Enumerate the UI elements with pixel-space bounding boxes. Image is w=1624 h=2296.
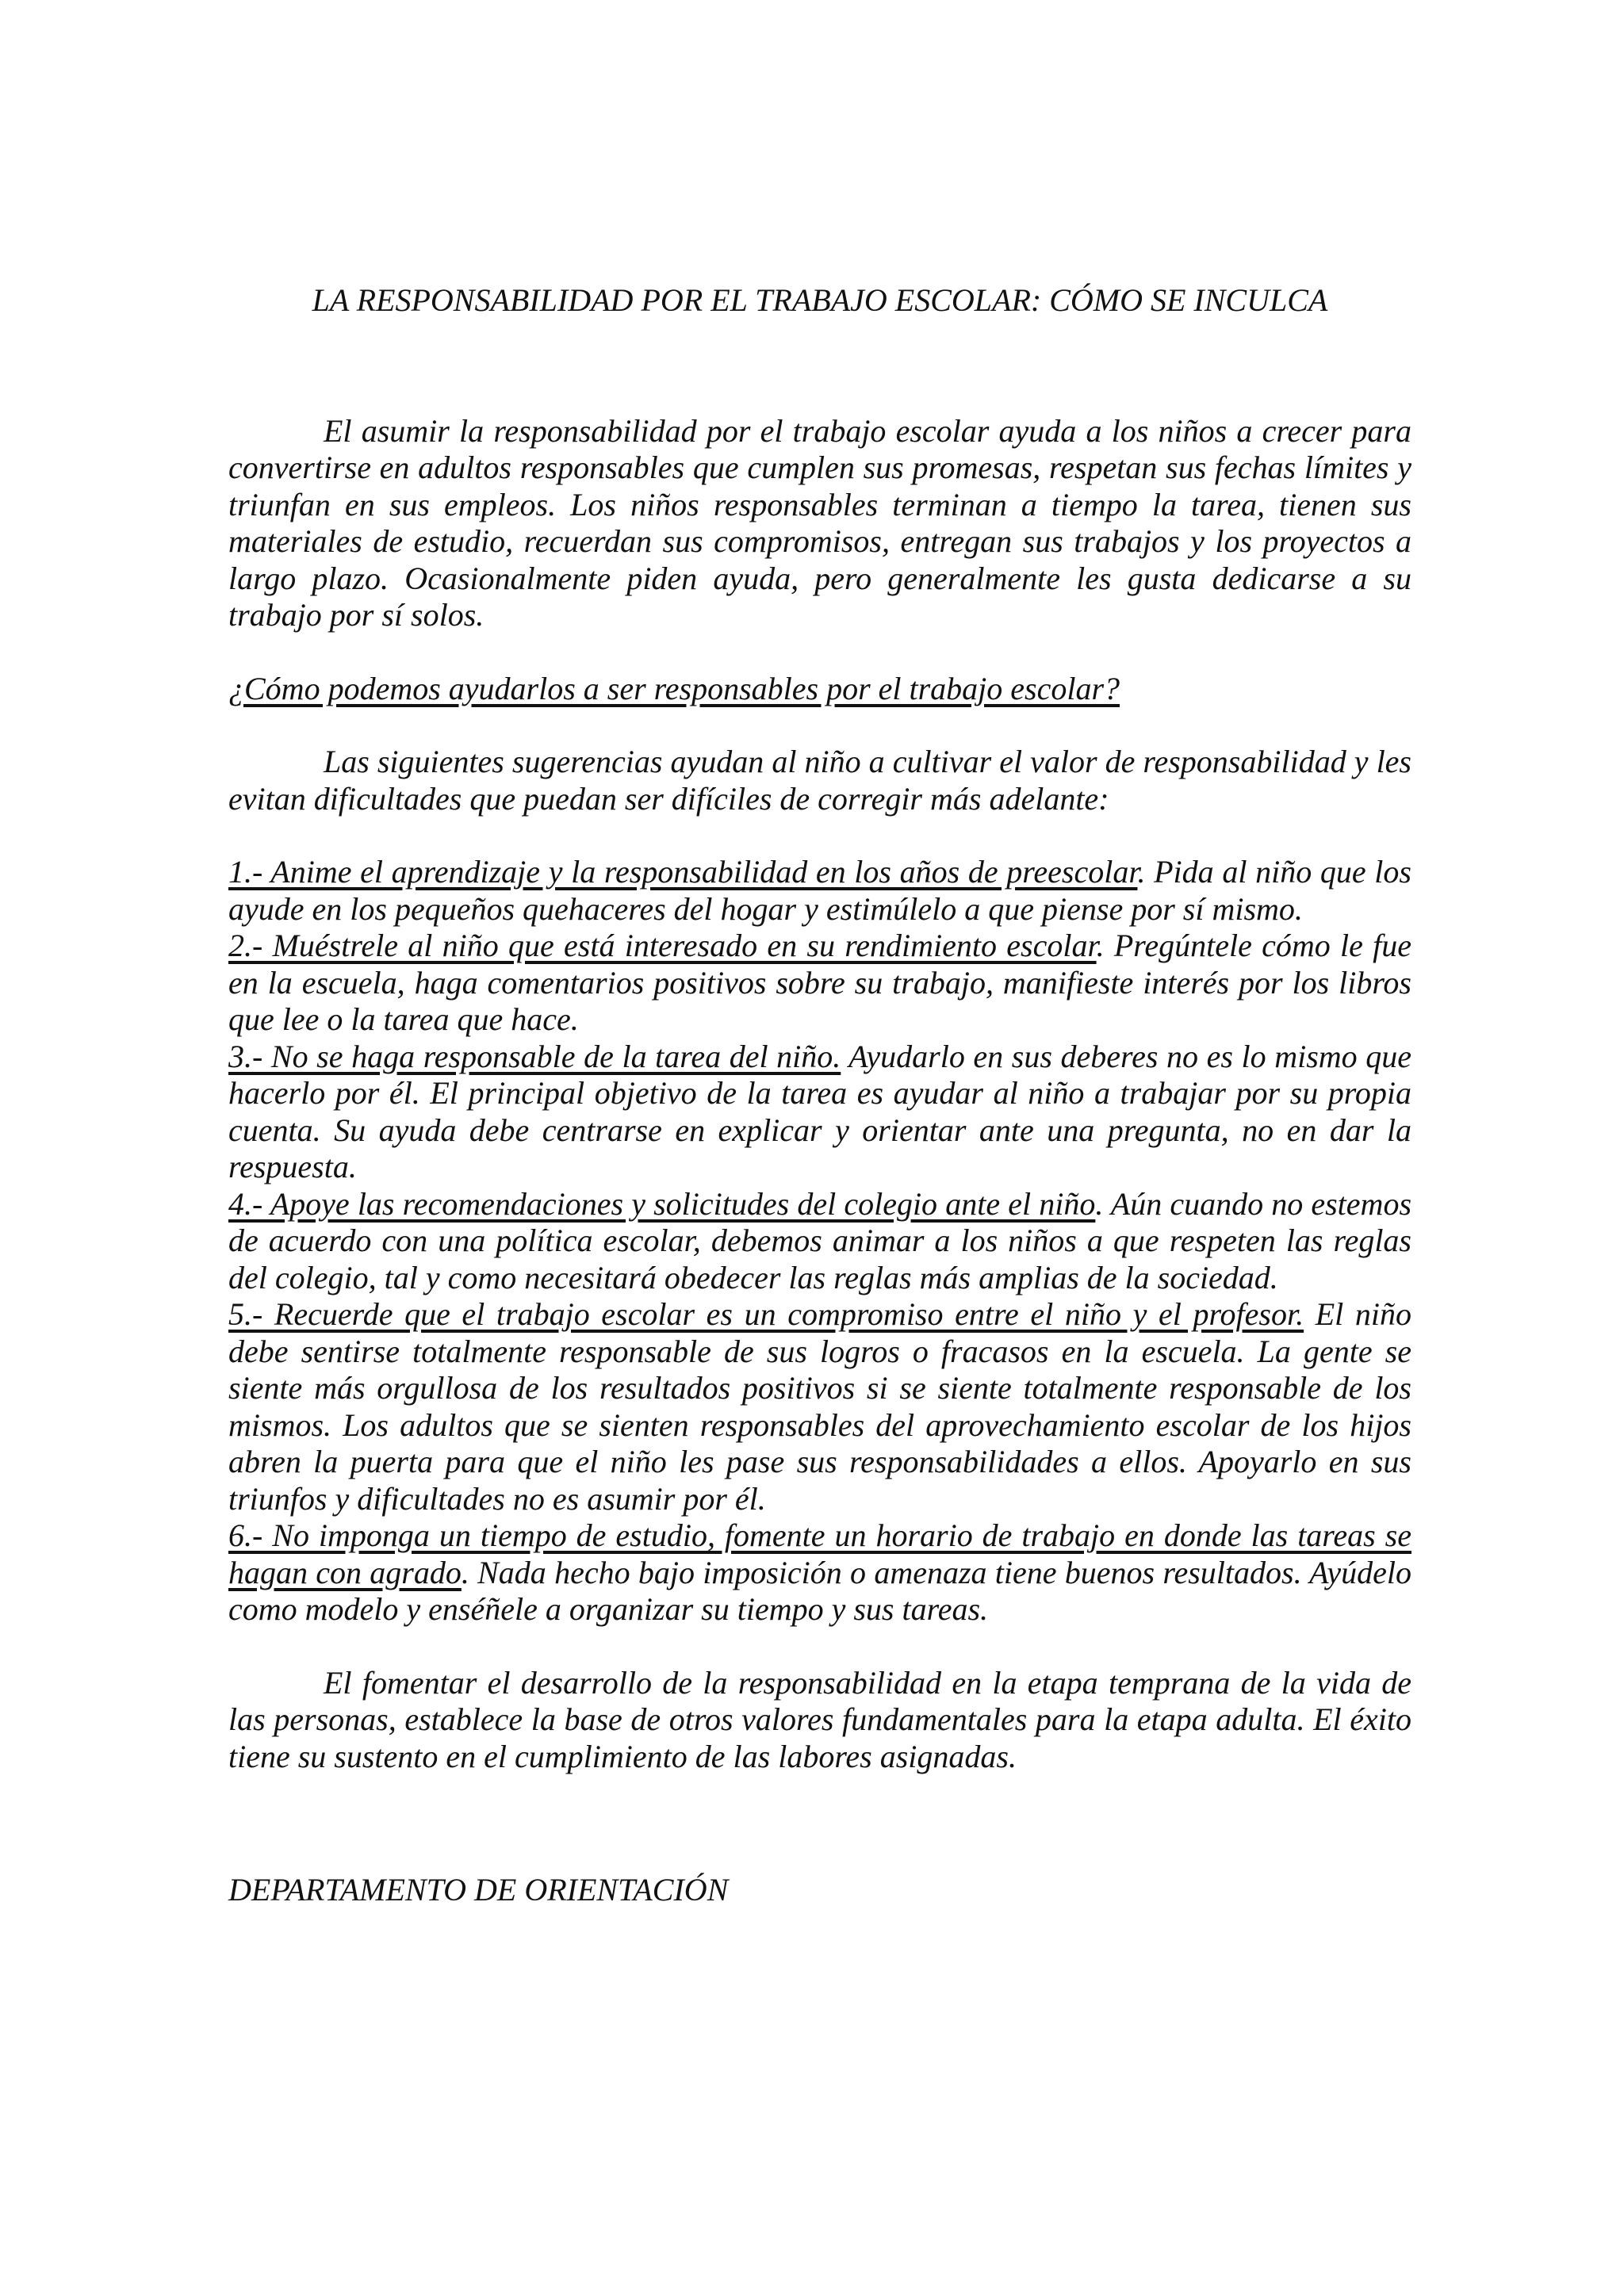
section-question: ¿Cómo podemos ayudarlos a ser responsables por el trabajo escolar? [228,670,1120,706]
suggestion-heading: 1.- Anime el aprendizaje y la responsabilidad en los años de preescolar [228,854,1138,890]
suggestion-item-5 [228,1296,1411,1517]
suggestion-heading: 2.- Muéstrele al niño que está interesado en su rendimiento escolar [228,928,1097,963]
suggestion-text: . Pregúntele cómo le fue en la escuela, haga comentarios positivos sobre su trabajo, manifieste interés por los libros que lee o la tarea que hace. [228,928,1411,1037]
suggestion-text: El niño debe sentirse totalmente responsable de sus logros o fracasos en la escuela. La gente se siente más orgullosa de los resultados positivos si se siente totalmente responsable de los mismos. Los adultos que se sienten responsables del aprovechamiento escolar de los hijos abren la puerta para que el niño les pase sus responsabilidades a ellos. Apoyarlo en sus triunfos y dificultades no es asumir por él. [228,1296,1411,1517]
suggestion-text: . Pida al niño que los ayude en los pequeños quehaceres del hogar y estimúlelo a que piense por sí mismo. [228,854,1411,927]
suggestions-list [228,854,1411,1628]
suggestion-text: Ayudarlo en sus deberes no es lo mismo que hacerlo por él. El principal objetivo de la tarea es ayudar al niño a trabajar por su propia cuenta. Su ayuda debe centrarse en explicar y orientar ante una pregunta, no en dar la respuesta. [228,1038,1412,1184]
suggestion-text: . Nada hecho bajo imposición o amenaza tiene buenos resultados. Ayúdelo como modelo y enséñele a organizar su tiempo y sus tareas. [228,1554,1411,1627]
document-body [228,282,1411,1909]
conclusion-paragraph: El fomentar el desarrollo de la responsabilidad en la etapa temprana de la vida de las personas, establece la base de otros valores fundamentales para la etapa adulta. El éxito tiene su sustento en el cumplimiento de las labores asignadas. [228,1664,1411,1774]
department-signature: DEPARTAMENTO DE ORIENTACIÓN [228,1872,729,1908]
intro-paragraph: El asumir la responsabilidad por el trabajo escolar ayuda a los niños a crecer para convertirse en adultos responsables que cumplen sus promesas, respetan sus fechas límites y triunfan en sus empleos. Los niños responsables terminan a tiempo la tarea, tienen sus materiales de estudio, recuerdan sus compromisos, entregan sus trabajos y los proyectos a largo plazo. Ocasionalmente piden ayuda, pero generalmente les gusta dedicarse a su trabajo por sí solos. [228,412,1411,633]
suggestion-item-2 [228,928,1411,1039]
suggestion-heading: 3.- No se haga responsable de la tarea del niño. [228,1038,841,1074]
suggestion-heading: 4.- Apoye las recomendaciones y solicitudes del colegio ante el niño [228,1185,1096,1222]
suggestion-text: . Aún cuando no estemos de acuerdo con una política escolar, debemos animar a los niños a que respeten las reglas del colegio, tal y como necesitará obedecer las reglas más amplias de la sociedad. [228,1185,1412,1295]
suggestion-item-4 [228,1186,1411,1297]
suggestion-item-6 [228,1517,1411,1628]
lead-paragraph: Las siguientes sugerencias ayudan al niño a cultivar el valor de responsabilidad y les evitan dificultades que puedan ser difíciles de corregir más adelante: [228,744,1411,817]
suggestion-heading: 6.- No imponga un tiempo de estudio, fomente un horario de trabajo en donde las tareas se hagan con agrado [228,1517,1411,1590]
page-title: LA RESPONSABILIDAD POR EL TRABAJO ESCOLAR: CÓMO SE INCULCA [312,282,1328,318]
suggestion-item-1 [228,854,1411,928]
suggestion-item-3 [228,1039,1411,1186]
suggestion-heading: 5.- Recuerde que el trabajo escolar es un compromiso entre el niño y el profesor. [228,1296,1304,1332]
